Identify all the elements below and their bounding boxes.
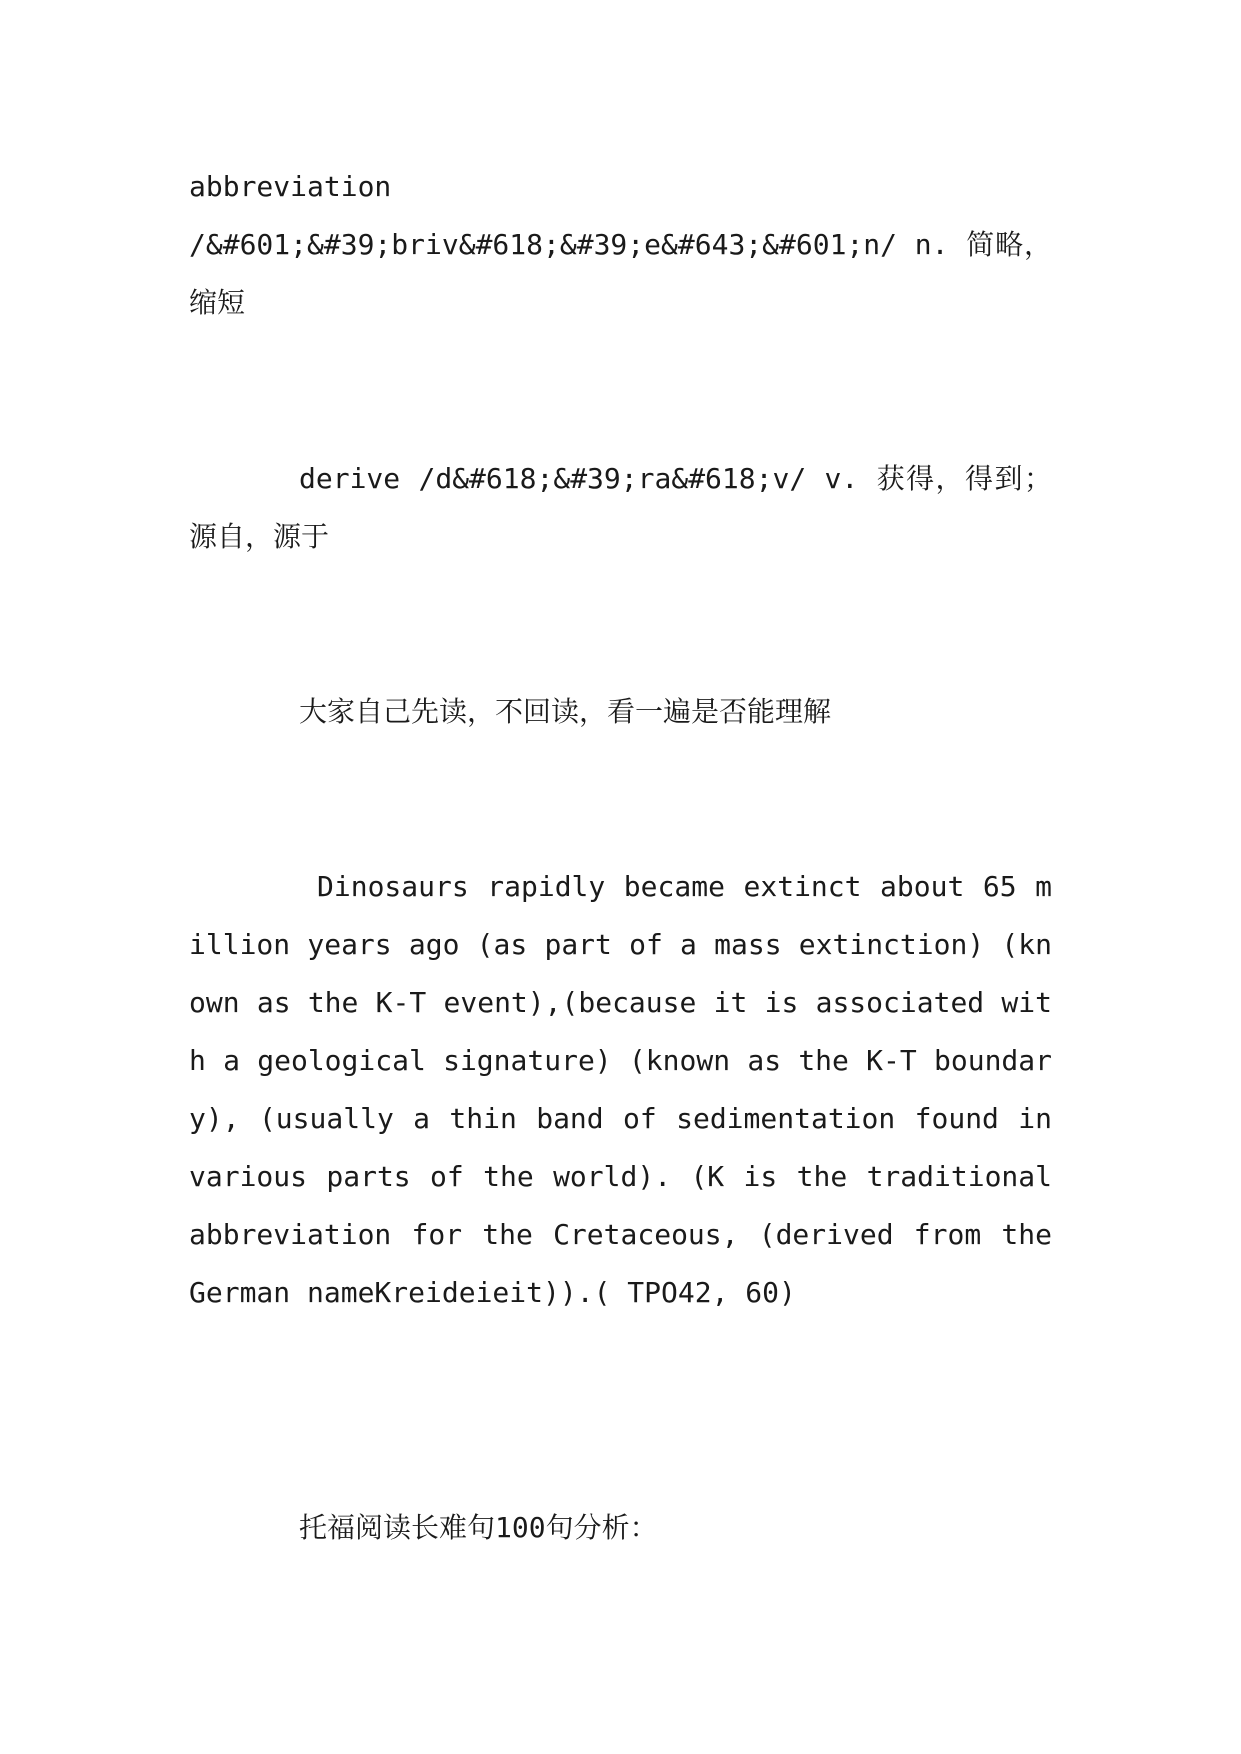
vocab-entry-derive: derive /d&#618;&#39;ra&#618;v/ v. 获得，得到；源自，源于 bbox=[189, 462, 1052, 553]
vocab-entry-abbreviation bbox=[189, 158, 1052, 332]
section-heading: 托福阅读长难句100句分析： bbox=[299, 1511, 658, 1544]
vocab-word: abbreviation bbox=[189, 170, 392, 203]
vocab-phonetic-meaning: /&#601;&#39;briv&#618;&#39;e&#643;&#601;n/ n. 简略，缩短 bbox=[189, 228, 1052, 319]
example-passage: Dinosaurs rapidly became extinct about 65 million years ago (as part of a mass extinction) (known as the K-T event),(because it is associated with a geological signature) (known as the K-T boundary), (usually a thin band of sedimentation found in various parts of the world). (K is the traditional abbreviation for the Cretaceous, (derived from the German nameKreideieit)).( TPO42, 60) bbox=[189, 870, 1052, 1309]
reading-instruction: 大家自己先读，不回读，看一遍是否能理解 bbox=[299, 695, 832, 728]
